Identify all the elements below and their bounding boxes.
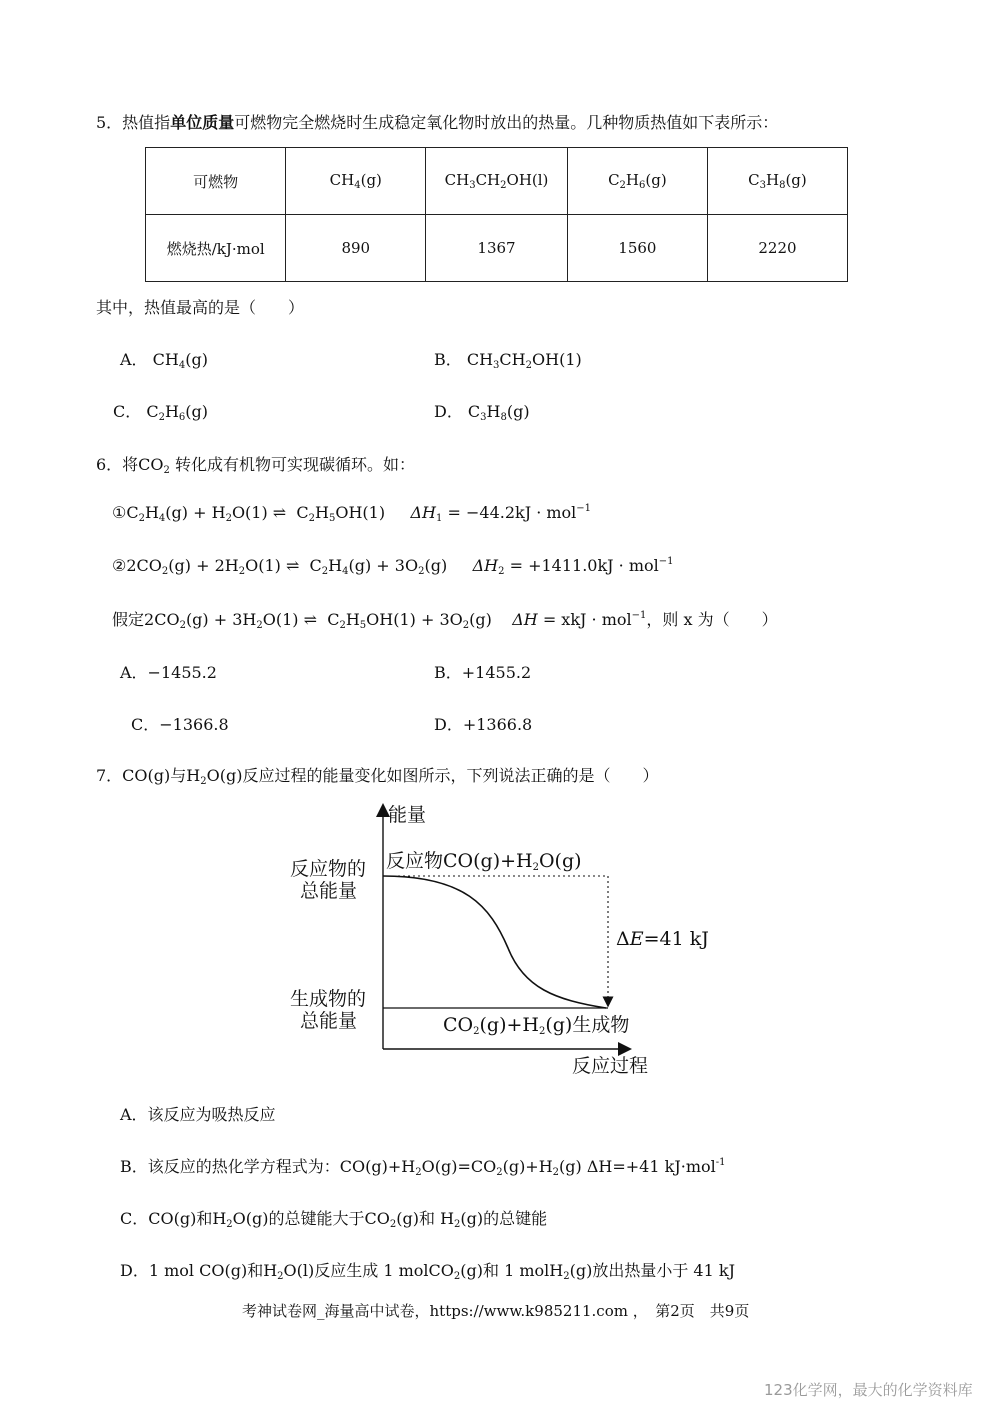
table-cell: 1367 xyxy=(426,215,568,282)
q6-option-a[interactable]: A．−1455.2 xyxy=(120,663,217,682)
fuel-table xyxy=(145,147,848,282)
delta-e-label: ΔE=41 kJ xyxy=(616,928,709,950)
page-footer: 考神试卷网_海量高中试卷，https://www.k985211.com ， 第2页 共9页 xyxy=(242,1302,750,1320)
table-cell: $C_2H_6(g)$ xyxy=(567,148,707,215)
q6-option-b[interactable]: B．+1455.2 xyxy=(434,663,532,682)
products-label: $CO_2(g)+H_2(g)$生成物 xyxy=(443,1014,630,1037)
table-cell: $C_3H_8(g)$ xyxy=(707,148,847,215)
q7-option-a[interactable]: A．该反应为吸热反应 xyxy=(120,1105,276,1124)
q5-prompt: 其中，热值最高的是（ ） xyxy=(96,298,305,317)
q6-stem: 6．将$CO_2$ 转化成有机物可实现碳循环。如： xyxy=(96,455,416,476)
q7-option-b[interactable]: B．该反应的热化学方程式为：$CO(g)+H_2O(g)=CO_2(g)+H_2(g)$ ΔH=+41 kJ·mol$^{-1}$ xyxy=(120,1157,726,1178)
product-energy-label-line1: 生成物的 xyxy=(290,988,367,1010)
q5-option-d[interactable]: D． $C_3H_8(g)$ xyxy=(434,402,530,423)
q7-stem: 7．CO(g)与$H_2O(g)$反应过程的能量变化如图所示，下列说法正确的是（ ） xyxy=(96,766,659,787)
watermark: 123化学网，最大的化学资料库 xyxy=(764,1381,973,1399)
y-axis-label: 能量 xyxy=(388,804,427,826)
table-cell: 1560 xyxy=(567,215,707,282)
q6-equation-1: $①C_2H_4(g) + H_2O(1)$ ⇌ $C_2H_5OH(1)$ $\Delta H_1 = -44.2kJ \cdot mol^{-1}$ xyxy=(112,503,592,524)
q7-option-d[interactable]: D．1 mol CO(g)和$H_2O(l)$反应生成 1 molCO$_2$(g)和 1 molH$_2$(g)放出热量小于 41 kJ xyxy=(120,1261,735,1282)
q5-option-c[interactable]: C． $C_2H_6(g)$ xyxy=(113,402,209,423)
q5-option-a[interactable]: A． $CH_4(g)$ xyxy=(120,350,208,371)
reactant-energy-label-line2: 总能量 xyxy=(300,880,358,902)
q6-option-c[interactable]: C．−1366.8 xyxy=(131,715,229,734)
table-cell: $CH_4(g)$ xyxy=(286,148,426,215)
table-cell: $CH_3CH_2OH(l)$ xyxy=(426,148,568,215)
q6-equation-3: 假定$2CO_2(g) + 3H_2O(1)$ ⇌ $C_2H_5OH(1) + 3O_2(g)$ ΔH = xkJ · mol$^{-1}$，则 x 为（ ） xyxy=(112,610,778,631)
reactants-label: 反应物$CO(g)+H_2O(g)$ xyxy=(386,850,582,873)
q5-stem: 5．热值指单位质量可燃物完全燃烧时生成稳定氧化物时放出的热量。几种物质热值如下表所示： xyxy=(96,113,779,132)
table-cell: 2220 xyxy=(707,215,847,282)
product-energy-label-line2: 总能量 xyxy=(300,1010,358,1032)
energy-diagram xyxy=(280,798,709,1088)
table-cell: 燃烧热/kJ·mol xyxy=(146,215,286,282)
table-cell: 890 xyxy=(286,215,426,282)
q5-option-b[interactable]: B． $CH_3CH_2OH(1)$ xyxy=(434,350,582,371)
table-row xyxy=(146,148,848,215)
table-cell: 可燃物 xyxy=(146,148,286,215)
q7-option-c[interactable]: C．CO(g)和$H_2O(g)$的总键能大于$CO_2(g)$和 $H_2(g)$的总键能 xyxy=(120,1209,548,1230)
table-row xyxy=(146,215,848,282)
reactant-energy-label-line1: 反应物的 xyxy=(290,858,367,880)
q6-equation-2: $②2CO_2(g) + 2H_2O(1)$ ⇌ $C_2H_4(g) + 3O_2(g)$ $\Delta H_2 = +1411.0kJ \cdot mol^{-1}$ xyxy=(112,556,674,577)
x-axis-label: 反应过程 xyxy=(572,1055,649,1077)
q6-option-d[interactable]: D．+1366.8 xyxy=(434,715,533,734)
energy-curve xyxy=(383,876,606,1008)
